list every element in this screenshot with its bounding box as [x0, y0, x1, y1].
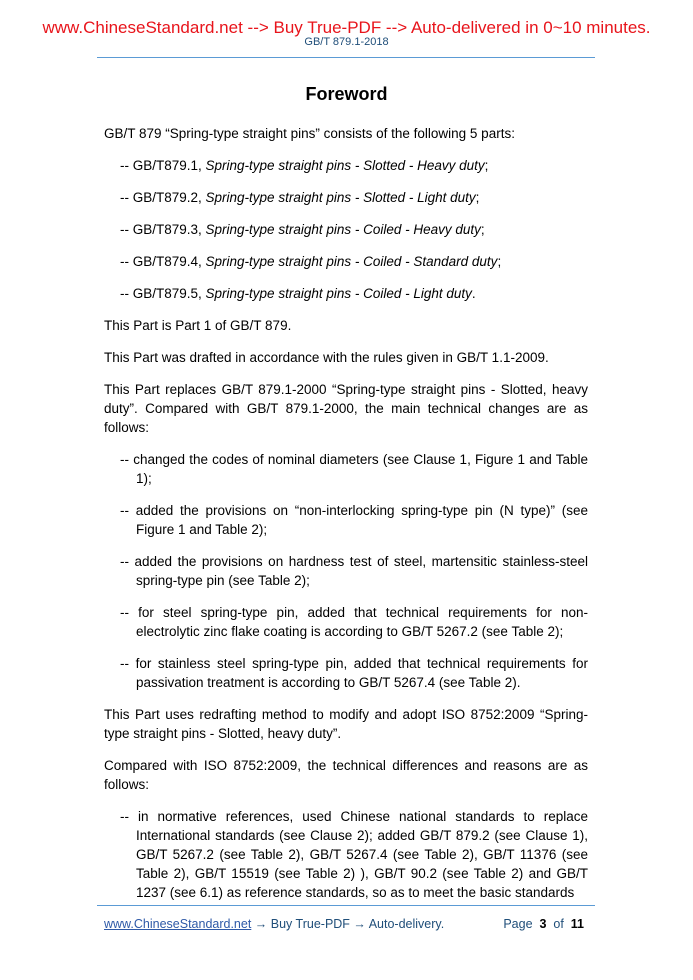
page-indicator: Page 3 of 11: [503, 917, 584, 931]
intro-paragraph: GB/T 879 “Spring-type straight pins” consists of the following 5 parts:: [104, 126, 515, 141]
replaces-paragraph: This Part replaces GB/T 879.1-2000 “Spring-type straight pins - Slotted, heavy duty”. Compared with GB/T 879.1-2000, the main technical changes are as follows:: [104, 382, 588, 435]
changes-list: [104, 450, 588, 692]
list-item: -- GB/T879.3, Spring-type straight pins - Coiled - Heavy duty;: [120, 222, 485, 237]
list-item: -- GB/T879.1, Spring-type straight pins - Slotted - Heavy duty;: [120, 158, 489, 173]
footer-divider: [97, 905, 595, 906]
differences-list: [104, 807, 588, 902]
standard-number: GB/T 879.1-2018: [304, 36, 389, 48]
promo-banner[interactable]: www.ChineseStandard.net --> Buy True-PDF --> Auto-delivered in 0~10 minutes.: [42, 18, 651, 37]
parts-list: [104, 156, 588, 303]
document-body: [104, 124, 588, 915]
list-item: -- GB/T879.2, Spring-type straight pins - Slotted - Light duty;: [120, 190, 480, 205]
footer-tagline: → Buy True-PDF → Auto-delivery.: [251, 917, 445, 931]
list-item: -- changed the codes of nominal diameters (see Clause 1, Figure 1 and Table 1);: [120, 452, 588, 486]
list-item: -- in normative references, used Chinese national standards to replace International standards (see Clause 2); added GB/T 879.2 (see Clause 1), GB/T 5267.2 (see Table 2), GB/T 5267.4 (see Table 2), GB/T 11376 (see Table 2), GB/T 15519 (see Table 2) ), GB/T 90.2 (see Table 2) and GB/T 1237 (see 6.1) as reference standards, so as to meet the basic standards: [120, 809, 588, 900]
current-page: 3: [539, 917, 547, 931]
page-footer: [104, 916, 588, 932]
list-item: -- for steel spring-type pin, added that technical requirements for non-electrolytic zinc flake coating is according to GB/T 5267.2 (see Table 2);: [120, 605, 588, 639]
list-item: -- added the provisions on “non-interlocking spring-type pin (N type)” (see Figure 1 and Table 2);: [120, 503, 588, 537]
list-item: -- GB/T879.4, Spring-type straight pins - Coiled - Standard duty;: [120, 254, 502, 269]
footer-site-link[interactable]: www.ChineseStandard.net: [104, 917, 252, 931]
part-paragraph: This Part is Part 1 of GB/T 879.: [104, 318, 292, 333]
header-divider: [97, 57, 595, 58]
list-item: -- GB/T879.5, Spring-type straight pins - Coiled - Light duty.: [120, 286, 476, 301]
list-item: -- added the provisions on hardness test of steel, martensitic stainless-steel spring-type pin (see Table 2);: [120, 554, 588, 588]
drafted-paragraph: This Part was drafted in accordance with the rules given in GB/T 1.1-2009.: [104, 350, 549, 365]
total-pages: 11: [570, 917, 584, 931]
page-title: Foreword: [305, 84, 388, 104]
list-item: -- for stainless steel spring-type pin, added that technical requirements for passivation treatment is according to GB/T 5267.4 (see Table 2).: [120, 656, 588, 690]
compared-paragraph: Compared with ISO 8752:2009, the technical differences and reasons are as follows:: [104, 758, 588, 792]
redrafting-paragraph: This Part uses redrafting method to modify and adopt ISO 8752:2009 “Spring-type straight pins - Slotted, heavy duty”.: [104, 707, 588, 741]
